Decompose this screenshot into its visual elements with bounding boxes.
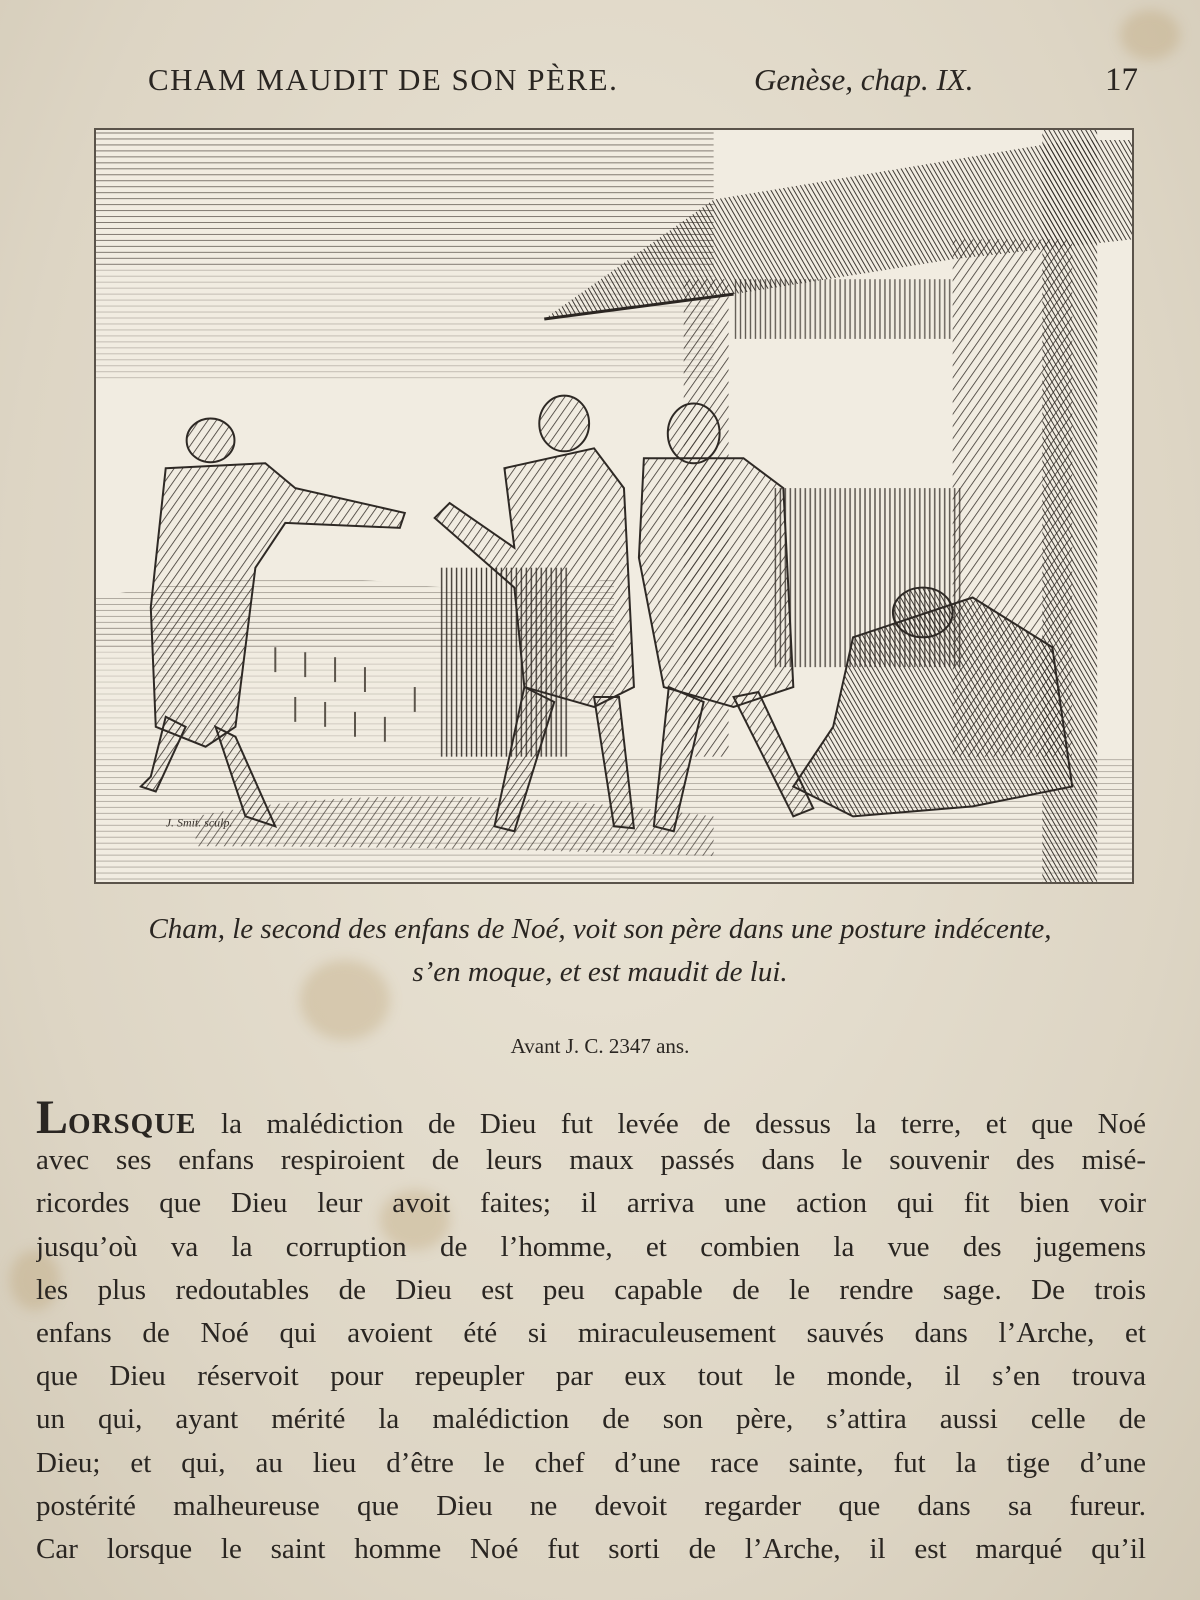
date-line: Avant J. C. 2347 ans. bbox=[510, 1034, 690, 1058]
text-line: Car lorsque le saint homme Noé fut sorti de l’Arche, il est marqué qu’il bbox=[36, 1532, 1146, 1565]
first-word: ORSQUE bbox=[68, 1108, 197, 1140]
text-line: postérité malheureuse que Dieu ne devoit regarder que dans sa fureur. bbox=[36, 1489, 1146, 1522]
running-header bbox=[148, 62, 1138, 112]
body-text bbox=[36, 1096, 1146, 1571]
text-line: avec ses enfans respiroient de leurs maux passés dans le souvenir des misé- bbox=[36, 1144, 1146, 1177]
text-line: les plus redoutables de Dieu est peu capable de le rendre sage. De trois bbox=[36, 1273, 1146, 1306]
text-line: un qui, ayant mérité la malédiction de son père, s’attira aussi celle de bbox=[36, 1403, 1146, 1436]
engraver-signature: J. Smit. sculp. bbox=[165, 815, 233, 830]
first-line-text: la malédiction de Dieu fut levée de dessus la terre, et que Noé bbox=[196, 1108, 1146, 1140]
text-line: jusqu’où va la corruption de l’homme, et combien la vue des jugemens bbox=[36, 1230, 1146, 1263]
engraving-illustration bbox=[94, 128, 1134, 884]
text-line: ricordes que Dieu leur avoit faites; il arriva une action qui fit bien voir bbox=[36, 1187, 1146, 1220]
text-line-first bbox=[36, 1096, 1146, 1139]
caption-line: Cham, le second des enfans de Noé, voit son père dans une posture indécente, bbox=[148, 913, 1052, 945]
text-line: enfans de Noé qui avoient été si miraculeusement sauvés dans l’Arche, et bbox=[36, 1316, 1146, 1349]
paper-stain bbox=[1120, 10, 1180, 60]
chapter-reference: Genèse, chap. IX. bbox=[754, 62, 974, 97]
text-line: Dieu; et qui, au lieu d’être le chef d’une race sainte, fut la tige d’une bbox=[36, 1446, 1146, 1479]
page-number: 17 bbox=[1105, 62, 1138, 98]
engraving-svg bbox=[96, 130, 1132, 882]
illustration-caption bbox=[30, 908, 1170, 994]
page-title: CHAM MAUDIT DE SON PÈRE. bbox=[148, 62, 619, 97]
text-line: que Dieu réservoit pour repeupler par eux tout le monde, il s’en trouva bbox=[36, 1360, 1146, 1393]
caption-line: s’en moque, et est maudit de lui. bbox=[412, 956, 788, 988]
drop-cap: L bbox=[36, 1096, 69, 1140]
